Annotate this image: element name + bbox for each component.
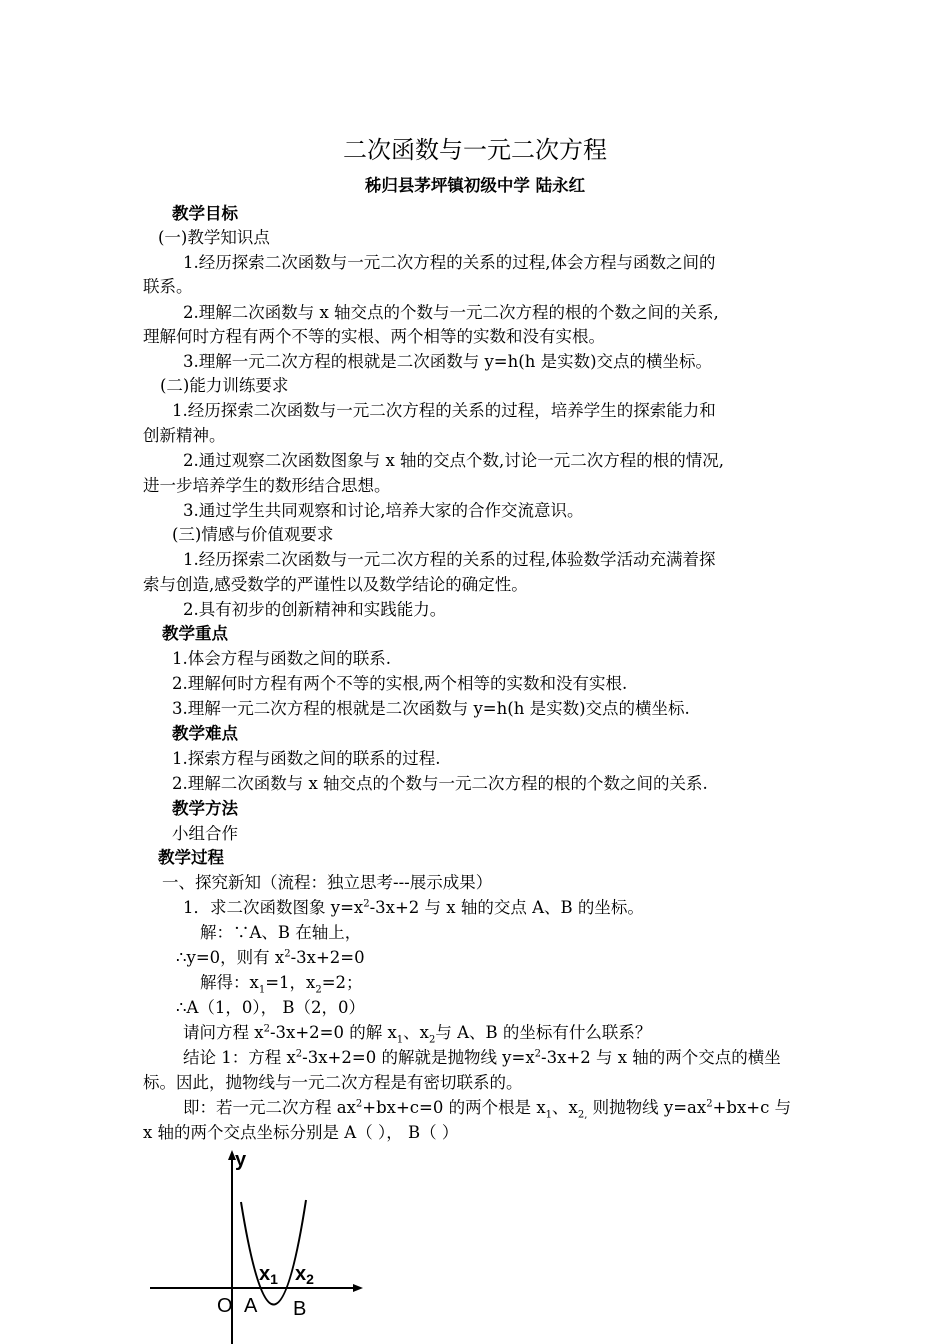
emotion-heading: (三)情感与价值观要求 <box>172 525 334 544</box>
x1-label <box>259 1263 278 1287</box>
point-a-label: A <box>244 1295 258 1317</box>
question-relation-d: 与 A、B 的坐标有什么联系？ <box>435 1023 652 1042</box>
ability-item-2: 2.通过观察二次函数图象与 x 轴的交点个数,讨论一元二次方程的根的情况, <box>183 451 725 470</box>
conclusion-1 <box>183 1047 781 1069</box>
ability-heading: (二)能力训练要求 <box>160 376 289 395</box>
ability-item-2-cont: 进一步培养学生的数形结合思想。 <box>143 476 391 495</box>
origin-label: O <box>217 1295 233 1317</box>
key-point-3: 3.理解一元二次方程的根就是二次函数与 y=h(h 是实数)交点的横坐标. <box>172 699 690 718</box>
solution-line: 解：∵A、B 在轴上， <box>200 923 362 942</box>
superscript: 2 <box>263 1023 270 1035</box>
general-statement-d: 则抛物线 y=ax <box>592 1098 707 1117</box>
difficulty-1: 1.探索方程与函数之间的联系的过程. <box>172 749 441 768</box>
general-statement <box>183 1097 791 1119</box>
conclusion-1-a: 结论 1：方程 x <box>183 1048 296 1067</box>
ability-item-1: 1.经历探索二次函数与一元二次方程的关系的过程，培养学生的探索能力和 <box>172 401 716 420</box>
key-points-heading: 教学重点 <box>162 624 228 643</box>
conclusion-1-c: -3x+2 与 x 轴的两个交点的横坐 <box>541 1048 781 1067</box>
ability-item-3: 3.通过学生共同观察和讨论,培养大家的合作交流意识。 <box>183 501 584 520</box>
coordinates-line: ∴A（1，0）， B（2，0） <box>176 998 366 1017</box>
document-author: 秭归县茅坪镇初级中学 陆永红 <box>364 176 586 195</box>
question-1-text-b: -3x+2 与 x 轴的交点 A、B 的坐标。 <box>369 898 644 917</box>
therefore-y0 <box>176 947 365 969</box>
superscript: 2 <box>355 1098 363 1110</box>
emotion-item-1: 1.经历探索二次函数与一元二次方程的关系的过程,体验数学活动充满着探 <box>183 550 716 569</box>
explore-heading: 一、探究新知（流程：独立思考---展示成果） <box>162 873 493 892</box>
x1-subscript: 1 <box>270 1271 278 1287</box>
emotion-item-2: 2.具有初步的创新精神和实践能力。 <box>183 600 447 619</box>
x2-subscript: 2 <box>306 1271 314 1287</box>
question-relation <box>183 1022 651 1044</box>
knowledge-heading: (一)教学知识点 <box>158 228 270 247</box>
conclusion-1-cont: 标。因此，抛物线与一元二次方程是有密切联系的。 <box>143 1073 523 1092</box>
parabola-figure <box>145 1150 375 1344</box>
general-statement-c: 、x <box>552 1098 578 1117</box>
question-relation-a: 请问方程 x <box>183 1023 264 1042</box>
difficulty-heading: 教学难点 <box>172 724 238 743</box>
x2-label <box>295 1263 314 1287</box>
superscript: 2 <box>706 1098 713 1110</box>
y-axis-label: y <box>235 1150 247 1171</box>
knowledge-item-1-cont: 联系。 <box>143 277 193 296</box>
therefore-y0-text-b: -3x+2=0 <box>290 948 365 967</box>
question-1 <box>183 897 644 919</box>
key-point-2: 2.理解何时方程有两个不等的实根,两个相等的实数和没有实根. <box>172 674 628 693</box>
conclusion-1-b: -3x+2=0 的解就是抛物线 y=x <box>302 1048 535 1067</box>
superscript: 2 <box>363 898 370 910</box>
roots-result <box>200 972 363 994</box>
superscript: 2 <box>534 1048 542 1060</box>
subscript: 1 <box>545 1109 553 1121</box>
emotion-item-1-cont: 索与创造,感受数学的严谨性以及数学结论的确定性。 <box>143 575 528 594</box>
subscript: 1 <box>396 1034 404 1046</box>
x2-letter: x <box>295 1263 307 1285</box>
knowledge-item-2-cont: 理解何时方程有两个不等的实根、两个相等的实数和没有实根。 <box>143 327 605 346</box>
subscript: 2 <box>428 1034 436 1046</box>
key-point-1: 1.体会方程与函数之间的联系. <box>172 649 391 668</box>
knowledge-item-1: 1.经历探索二次函数与一元二次方程的关系的过程,体会方程与函数之间的 <box>183 253 716 272</box>
question-1-text-a: 1．求二次函数图象 y=x <box>183 898 364 917</box>
subscript: 2 <box>315 984 322 996</box>
roots-text-c: =2； <box>321 973 363 992</box>
point-b-label: B <box>293 1298 307 1320</box>
general-statement-a: 即：若一元二次方程 ax <box>183 1098 356 1117</box>
method-text: 小组合作 <box>172 824 238 843</box>
knowledge-item-3: 3.理解一元二次方程的根就是二次函数与 y=h(h 是实数)交点的横坐标。 <box>183 352 713 371</box>
therefore-y0-text-a: ∴y=0，则有 x <box>176 948 285 967</box>
x-axis-arrow <box>353 1284 363 1292</box>
difficulty-2: 2.理解二次函数与 x 轴交点的个数与一元二次方程的根的个数之间的关系. <box>172 774 708 793</box>
subscript: 1 <box>258 984 266 996</box>
subscript: 2, <box>577 1109 588 1121</box>
method-heading: 教学方法 <box>172 799 238 818</box>
x1-letter: x <box>259 1263 271 1285</box>
general-statement-cont: x 轴的两个交点坐标分别是 A（ ）， B（ ） <box>143 1123 459 1142</box>
document-title: 二次函数与一元二次方程 <box>343 136 607 164</box>
general-statement-b: +bx+c=0 的两个根是 x <box>362 1098 546 1117</box>
process-heading: 教学过程 <box>158 848 224 867</box>
ability-item-1-cont: 创新精神。 <box>143 426 226 445</box>
roots-text-a: 解得：x <box>200 973 259 992</box>
knowledge-item-2: 2.理解二次函数与 x 轴交点的个数与一元二次方程的根的个数之间的关系, <box>183 303 719 322</box>
general-statement-e: +bx+c 与 <box>712 1098 792 1117</box>
superscript: 2 <box>295 1048 303 1060</box>
question-relation-b: -3x+2=0 的解 x <box>269 1023 397 1042</box>
roots-text-b: =1，x <box>265 973 316 992</box>
question-relation-c: 、x <box>403 1023 429 1042</box>
superscript: 2 <box>284 948 291 960</box>
goals-heading: 教学目标 <box>172 204 238 223</box>
